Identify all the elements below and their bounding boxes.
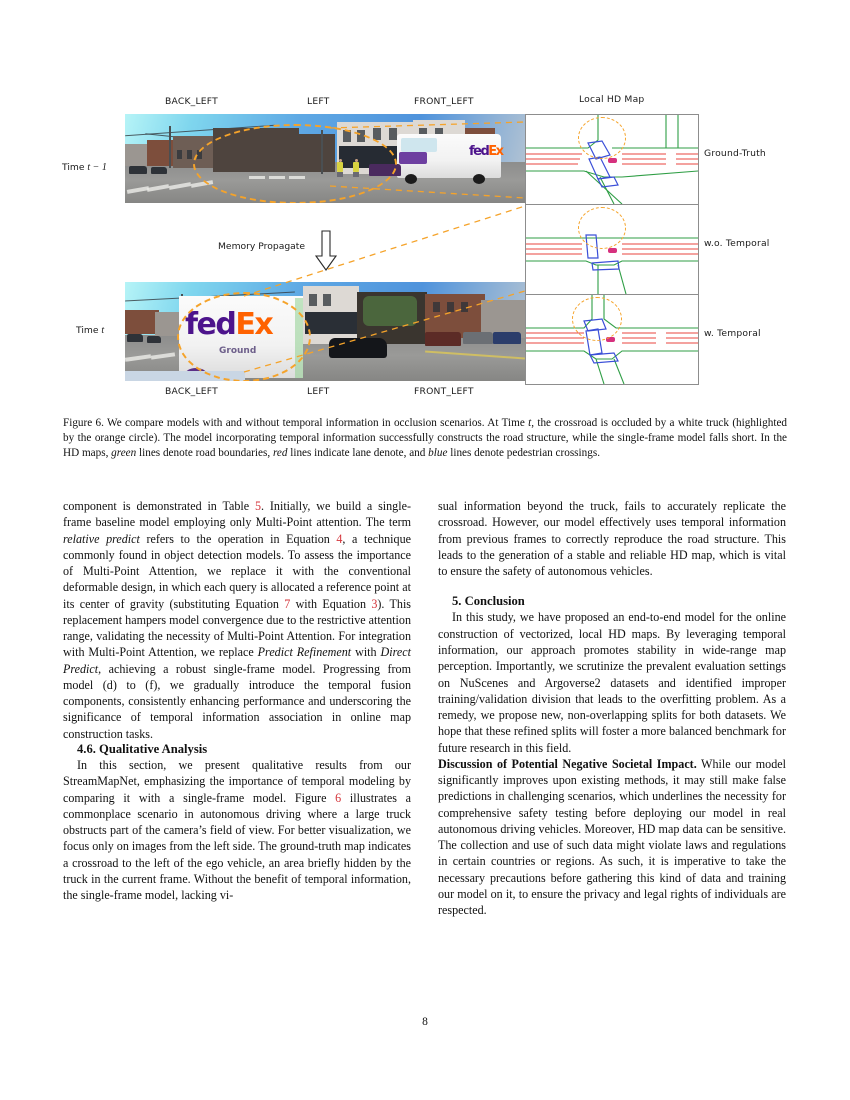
fedex-logo-ex: Ex (488, 144, 503, 159)
lp1-d: , a technique commonly found in object detection models. To assess the importance of Multi-Point Attention, we replace it with the conventional deformable design, in which each query is allocated a reference point at its center of gravity (substituting Equation (63, 531, 411, 611)
window (197, 150, 202, 159)
right-paragraph-3 (438, 756, 786, 919)
fedex-logo (185, 307, 273, 342)
fedex-logo-fed: fed (469, 144, 489, 159)
map-row-label-wo-temporal: w.o. Temporal (704, 238, 770, 249)
left-paragraph-1 (63, 498, 411, 742)
car (127, 334, 143, 342)
utility-pole (169, 126, 171, 168)
lp1-f: ). This replacement hampers model convergence due to the restrictive attention range, validating the necessity of Multi-Point Attention. For integration with Multi-Point Attention, we replace (63, 596, 412, 660)
lp1-h: , achieving a robust single-frame model. Progressing from model (d) to (f), we gradually introduce the temporal fusion components, consistently enhancing performance and underscoring the significance of temporal information association in online map construction tasks. (63, 661, 411, 741)
caption-text-4: lines indicate lane denote, and (287, 446, 429, 459)
pedestrian (337, 162, 343, 172)
window (343, 130, 351, 142)
camera-label-back-left-bottom: BACK_LEFT (165, 386, 218, 397)
lp1-em-relative-predict: relative predict (63, 531, 140, 546)
time-label-bottom-math: t (101, 325, 105, 336)
fedex-logo (469, 144, 503, 159)
hd-map-ground-truth (525, 114, 699, 205)
parked-car (463, 332, 493, 344)
lp1-e: with Equation (290, 596, 372, 611)
caption-label: Figure 6. (63, 417, 104, 429)
crosswalk-stripe (269, 176, 285, 179)
lp2-a: In this section, we present qualitative results from our StreamMapNet, emphasizing the importance of temporal modeling by comparing it with a single-frame model. Figure (63, 758, 411, 805)
street-tree (363, 296, 417, 326)
left-paragraph-2 (63, 757, 411, 903)
building (275, 134, 335, 172)
window (357, 130, 365, 142)
page-number: 8 (422, 1016, 428, 1028)
street-pole (321, 130, 323, 174)
hd-map-title: Local HD Map (579, 94, 645, 105)
camera-label-left-top: LEFT (307, 96, 330, 107)
time-label-top-prefix: Time (62, 162, 88, 173)
fedex-ground-text: Ground (219, 346, 257, 356)
figure-reference-6[interactable]: 6 (335, 790, 342, 805)
hd-map-with-temporal (525, 294, 699, 385)
table-reference-5[interactable]: 5 (254, 499, 262, 513)
lp1-c: refers to the operation in Equation (139, 531, 337, 546)
lp1-em-predict-refinement: Predict Refinement (257, 645, 352, 660)
fedex-logo-fed: fed (185, 307, 236, 342)
crosswalk-stripe (249, 176, 265, 179)
car (129, 166, 147, 174)
equation-reference-7[interactable]: 7 (284, 596, 291, 611)
caption-text-5: lines denote pedestrian crossings. (447, 446, 600, 459)
fedex-logo-ex: Ex (235, 307, 273, 342)
window (177, 150, 182, 159)
ego-vehicle-marker (606, 337, 615, 342)
time-label-bottom-prefix: Time (76, 325, 102, 336)
parked-car (425, 332, 461, 346)
camera-strip-time-t-minus-1 (125, 114, 525, 203)
storefront (305, 312, 357, 334)
map-row-label-ground-truth: Ground-Truth (704, 148, 766, 159)
right-paragraph-2: In this study, we have proposed an end-to-end model for the online construction of vectorized, local HD maps. By leveraging temporal information, our approach promotes stability in wide-range map perception. Importantly, we scrutinize the prevalent evaluation settings on NuScenes and Argoverse2 datasets and identified improper training/validation division that leads to the overfitting problem. As a remedy, we propose new, non-overlapping splits for both datasets. We hope that these refined splits will foster a more balanced benchmark for future research in this field. (438, 610, 786, 755)
car (147, 336, 161, 343)
caption-math-t: t (528, 417, 532, 429)
truck-wheel (405, 174, 417, 184)
caption-text-3: lines denote road boundaries, (136, 446, 273, 459)
window (309, 294, 317, 306)
memory-propagate-label: Memory Propagate (218, 241, 306, 252)
truck-windshield (401, 138, 437, 152)
camera-label-front-left-top: FRONT_LEFT (414, 96, 474, 107)
camera-strip-time-t (125, 282, 525, 381)
ego-vehicle-marker (608, 158, 617, 163)
hd-map-without-temporal-svg (526, 205, 698, 294)
camera-label-front-left-bottom: FRONT_LEFT (414, 386, 474, 397)
hd-map-ground-truth-svg (526, 115, 698, 204)
black-car (329, 338, 387, 358)
map-row-label-w-temporal: w. Temporal (704, 328, 761, 339)
time-label-top-math: t − 1 (87, 162, 107, 173)
window (461, 302, 468, 312)
lp2-b: illustrates a commonplace scenario in autonomous driving where a large truck obstructs part of the camera’s field of view. For better visualization, we focus only on images from the left side. The ground-truth map indicates a crossroad to the left of the ego vehicle, an area briefly hidden by the truck in the current frame. Without the benefit of temporal information, the single-frame model, lacking vi- (63, 790, 411, 903)
hd-map-with-temporal-svg (526, 295, 698, 384)
window (187, 150, 192, 159)
right-paragraph-1: sual information beyond the truck, fails to accurately replicate the crossroad. However, our model effectively uses temporal information from previous frames to correctly reproduce the road structure. This leads to the generation of a stable and reliable HD map, which is vital to ensure the safety of autonomous vehicles. (438, 499, 786, 579)
section-heading-qualitative-analysis: 4.6. Qualitative Analysis (77, 741, 208, 756)
section-heading-conclusion: 5. Conclusion (452, 594, 525, 609)
building (125, 310, 159, 334)
building (125, 144, 149, 166)
equation-reference-3[interactable]: 3 (371, 596, 378, 611)
lp1-b: . Initially, we build a single-frame baseline model employing only Multi-Point attention. The term (63, 499, 411, 530)
runin-heading-societal-impact: Discussion of Potential Negative Societal Impact. (438, 756, 697, 771)
lp1-em-direct-predict: Direct Predict (63, 645, 411, 676)
car (151, 167, 167, 174)
caption-em-red: red (272, 446, 288, 459)
window (373, 128, 381, 140)
pedestrian (353, 162, 359, 172)
rp3-body: While our model significantly improves upon existing methods, it may still make false predictions in challenging scenarios, which underlines the necessity for comprehensive safety testing before deploying our model in real autonomous driving vehicles. Moreover, HD map data can be sensitive. The collection and use of such data might violate laws and regulations in certain countries or regions. As such, it is imperative to take the necessary precautions before gathering this kind of data and training our model on it, to ensure the privacy and legal rights of individuals are respected. (438, 756, 786, 918)
time-label-top (62, 162, 107, 173)
camera-label-back-left-top: BACK_LEFT (165, 96, 218, 107)
window (323, 294, 331, 306)
right-column (438, 498, 786, 918)
time-label-bottom (76, 325, 104, 336)
left-column (63, 498, 411, 903)
truck-graphic (399, 152, 427, 164)
lp1-g: with (351, 645, 381, 660)
window (433, 302, 440, 312)
caption-em-blue: blue (428, 446, 448, 459)
truck-wheel (473, 174, 485, 184)
window (447, 302, 454, 312)
lp1-a: component is demonstrated in Table (63, 499, 255, 513)
figure-6 (62, 86, 788, 406)
caption-em-green: green (111, 446, 137, 459)
crosswalk-stripe (289, 176, 305, 179)
figure-caption (63, 416, 787, 460)
caption-text-1: We compare models with and without temporal information in occlusion scenarios. At Time (103, 417, 529, 429)
truck-edge (295, 298, 303, 378)
ego-vehicle-marker (608, 248, 617, 253)
parked-car (493, 332, 521, 344)
arrow-down-icon (314, 230, 338, 272)
caption-text-2: , the crossroad is occluded by a white truck (highlighted by the orange circle). The model incorporating temporal information successfully constructs the road structure, while the single-frame model falls short. In the HD maps, (63, 417, 788, 459)
parked-car (369, 164, 401, 176)
camera-label-left-bottom: LEFT (307, 386, 330, 397)
ego-vehicle-hood (125, 371, 245, 381)
equation-reference-4[interactable]: 4 (336, 531, 343, 546)
window (389, 128, 397, 140)
hd-map-without-temporal (525, 204, 699, 295)
